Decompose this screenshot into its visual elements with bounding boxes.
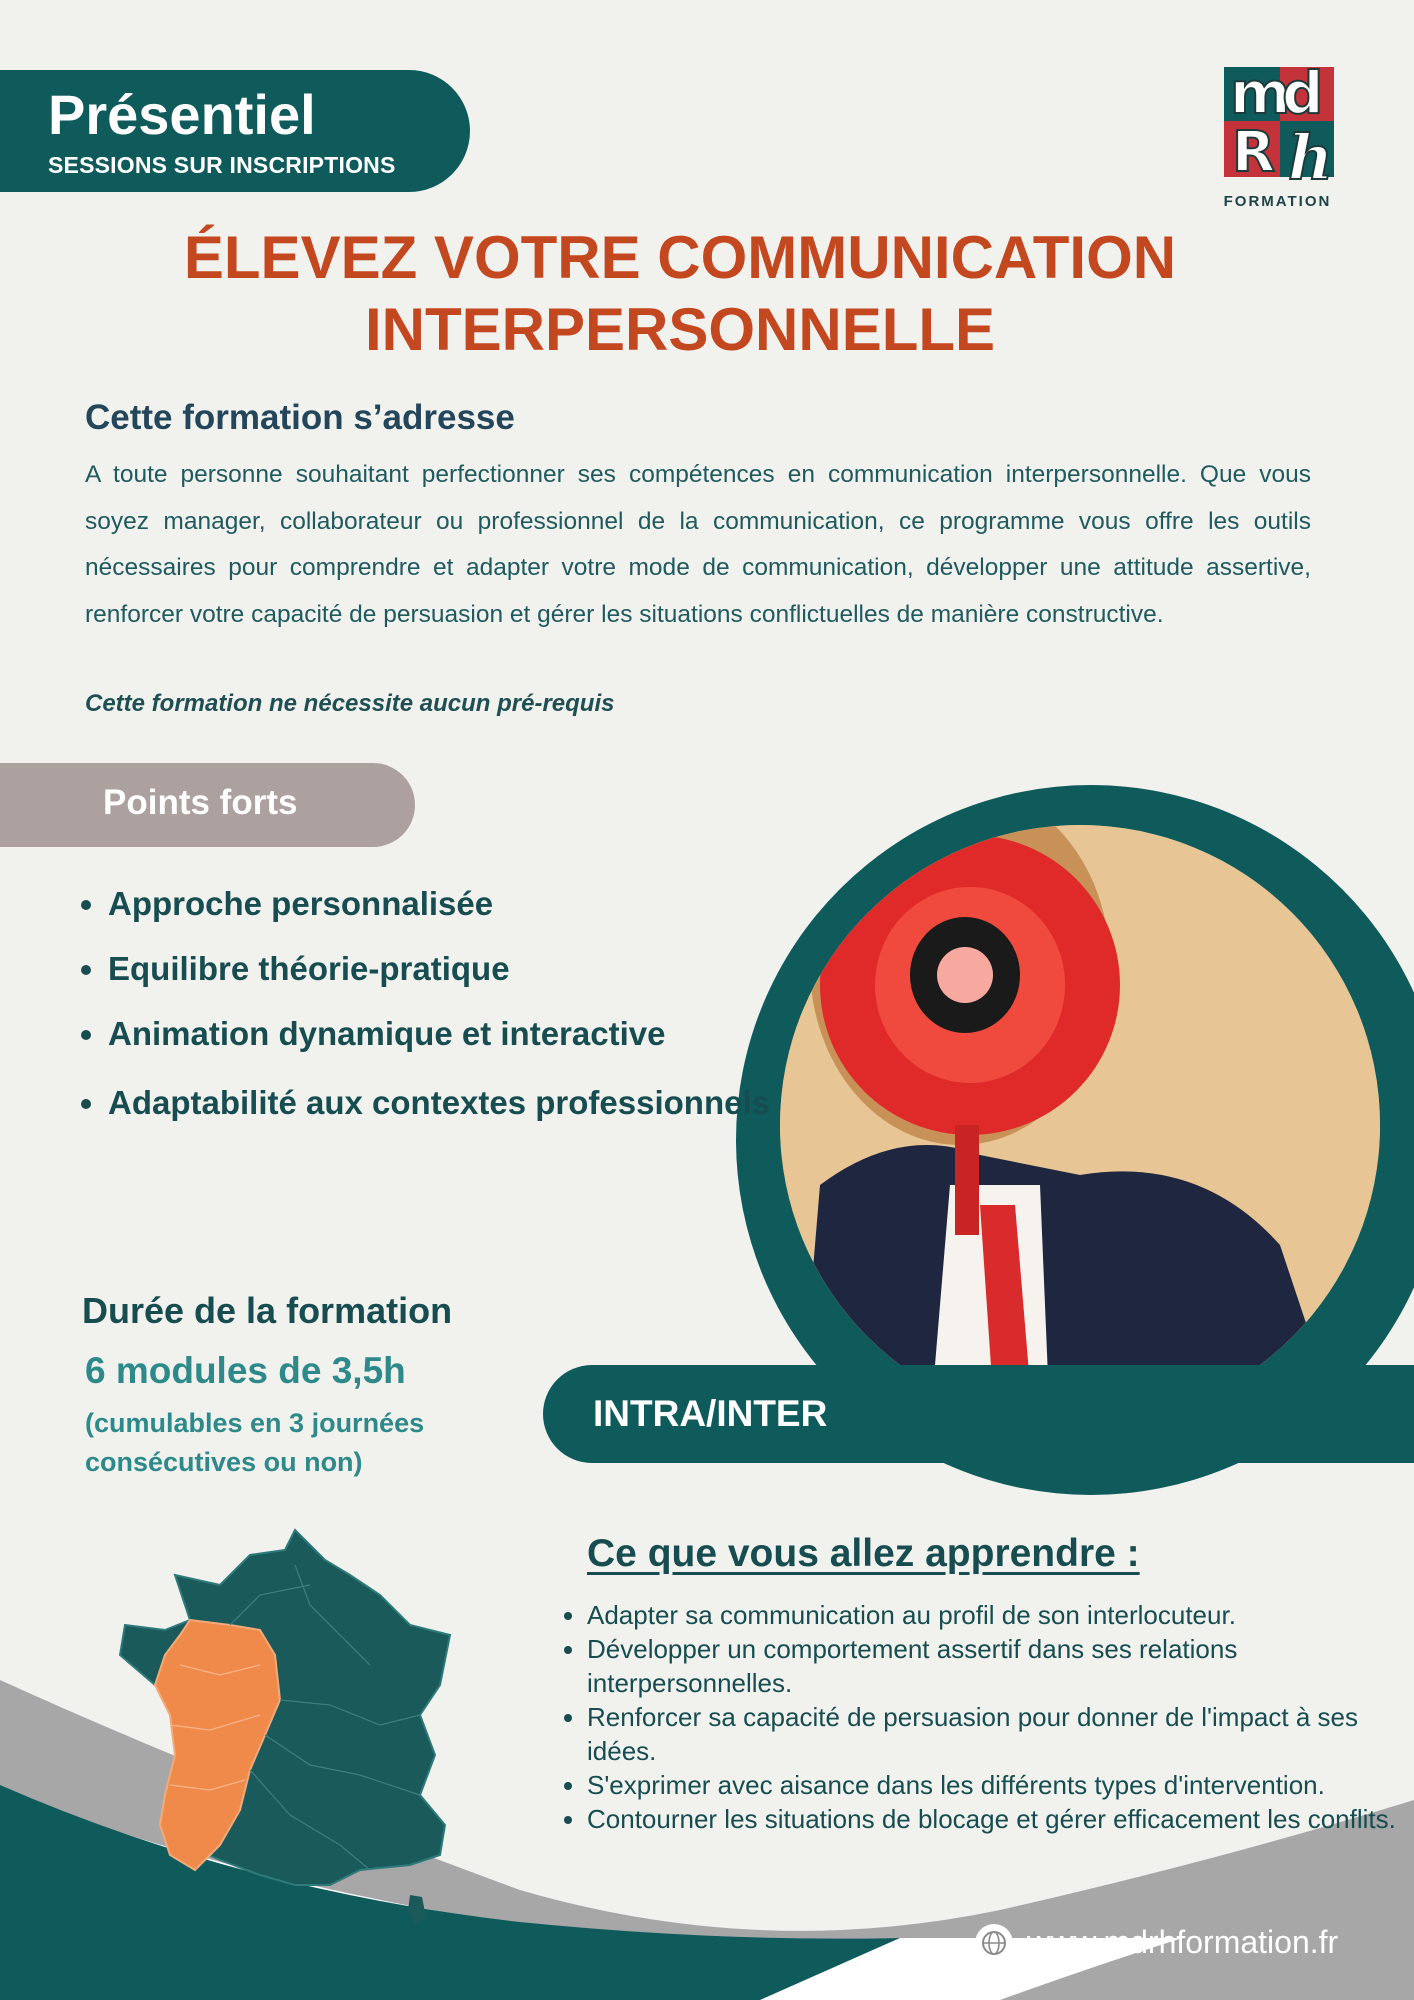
- list-item: • S'exprimer avec aisance dans les différents types d'intervention.: [587, 1768, 1414, 1802]
- learn-list: [555, 1598, 1414, 1836]
- list-item: • Adapter sa communication au profil de son interlocuteur.: [587, 1598, 1414, 1632]
- list-item: • Approche personnalisée: [108, 882, 778, 925]
- badge-title: Présentiel: [48, 83, 316, 146]
- list-item: • Adaptabilité aux contextes professionnels: [108, 1081, 778, 1124]
- france-map: [110, 1525, 460, 1925]
- audience-text: A toute personne souhaitant perfectionner ses compétences en communication interpersonnelle. Que vous soyez manager, collaborateur ou professionnel de la communication, ce programme vous offre les outils nécessaires pour comprendre et adapter votre mode de communication, développer une attitude assertive, renforcer votre capacité de persuasion et gérer les situations conflictuelles de manière constructive.: [85, 461, 1311, 628]
- list-item: • Animation dynamique et interactive: [108, 1012, 778, 1055]
- list-item: • Contourner les situations de blocage et gérer efficacement les conflits.: [587, 1802, 1414, 1836]
- audience-title: Cette formation s’adresse: [85, 398, 515, 437]
- logo-wordmark: FORMATION: [1223, 193, 1332, 210]
- logo-letter-h: h: [1288, 121, 1334, 190]
- format-badge: [0, 70, 470, 192]
- learn-title: Ce que vous allez apprendre :: [587, 1532, 1140, 1575]
- logo-mark: [1210, 55, 1345, 190]
- mdrh-logo: [1210, 55, 1345, 215]
- title-line-2: INTERPERSONNELLE: [364, 296, 996, 363]
- website-link[interactable]: www.mdrhformation.fr: [1027, 1924, 1339, 1960]
- title-line-1: ÉLEVEZ VOTRE COMMUNICATION: [183, 224, 1177, 291]
- list-item: • Equilibre théorie-pratique: [108, 947, 778, 990]
- list-item: • Renforcer sa capacité de persuasion pour donner de l'impact à ses idées.: [587, 1700, 1414, 1768]
- format-label: INTRA/INTER: [593, 1393, 828, 1434]
- strengths-header: [0, 763, 415, 847]
- photo-illustration: [780, 825, 1380, 1425]
- strengths-list: [70, 882, 778, 1124]
- megaphone-child-photo: [780, 825, 1380, 1425]
- badge-subtitle: SESSIONS SUR INSCRIPTIONS: [48, 152, 396, 178]
- page-title: [0, 222, 1360, 366]
- strengths-title: Points forts: [103, 783, 298, 822]
- duration-main: 6 modules de 3,5h: [85, 1350, 406, 1391]
- footer: [975, 1922, 1395, 1966]
- duration-sub: (cumulables en 3 journées consécutives ou non): [85, 1408, 425, 1477]
- logo-letter-m: m: [1230, 59, 1291, 127]
- prerequisite-note: Cette formation ne nécessite aucun pré-requis: [85, 690, 615, 717]
- logo-letter-d: d: [1282, 59, 1324, 127]
- duration-title: Durée de la formation: [82, 1290, 453, 1331]
- globe-icon: [975, 1924, 1013, 1962]
- logo-letter-r: R: [1232, 120, 1276, 185]
- list-item: • Développer un comportement assertif dans ses relations interpersonnelles.: [587, 1632, 1414, 1700]
- intra-inter-banner: [543, 1365, 1414, 1463]
